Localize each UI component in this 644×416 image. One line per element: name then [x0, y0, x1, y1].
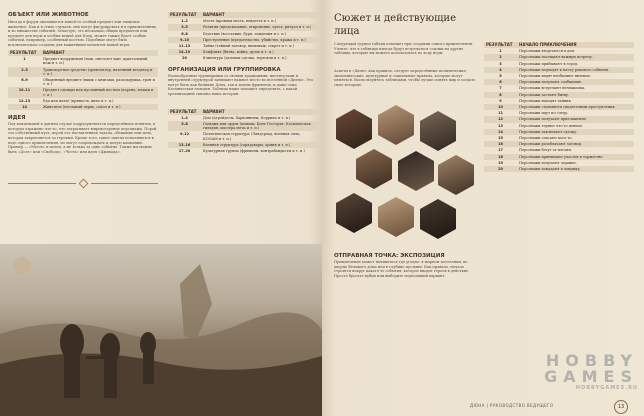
- portrait: [378, 105, 414, 145]
- table-cell: Персонажи прибывают в город.: [519, 61, 579, 66]
- table-cell: Персонажи посещают важную встречу.: [517, 54, 634, 60]
- table-cell: Религия (предсказание, откровение, ересь, ритуал и т. п.): [201, 24, 318, 30]
- table-cell: 16: [484, 141, 517, 147]
- object-table: [8, 50, 158, 110]
- table-cell: Персонажи заключают сделку.: [517, 129, 634, 135]
- idea-text: Под концепцией в данном случае подразумевается определённое понятие, в котором отражено что-то, что затрагивает мировоззрение персонажа. Порой это собственный путь, порой это поставленная задача, обещание или цель, которая закрепляется за героями. Кроме того, такие заветы исполняются в ходе одного приключения, но могут сопровождать и целую кампанию. Пример — «Месть» в целом, а не только за одно событие. Также им можно быть «Долг» или «Свобода», «Честь» или идея «Джихада».: [8, 122, 157, 154]
- table-cell: Персонажи принимают участие в торжестве.: [517, 154, 634, 160]
- running-title: ДЮНА | РУКОВОДСТВО ВЕДУЩЕГО: [470, 403, 554, 408]
- table-cell: Гильдия или орден (монахи, Бене Гессерит, Космическая гильдия, мастера меча и т. п.): [201, 121, 318, 131]
- table-cell: Животное (песчаный червь, сокол и т. п.): [41, 104, 158, 110]
- object-title: ОБЪЕКТ ИЛИ ЖИВОТНОЕ: [8, 12, 89, 18]
- table-cell: 7: [499, 86, 502, 91]
- idea-col-result: РЕЗУЛЬТАТ: [168, 12, 201, 18]
- table-cell: 15: [498, 136, 503, 141]
- table-cell: 6–9: [21, 78, 28, 83]
- table-cell: 19: [498, 160, 503, 165]
- table-cell: 6–8: [181, 31, 188, 36]
- table-cell: 11: [498, 111, 503, 116]
- table-cell: Дом (Атрейдесы, Харконнены, Коррино и т. п.): [203, 115, 291, 120]
- table-cell: 3–5: [168, 24, 201, 30]
- portrait: [438, 155, 474, 195]
- table-cell: 2–5: [8, 67, 41, 77]
- table-cell: Конфликт (битва, война, дуэль и т. п.): [201, 49, 318, 55]
- portrait: [336, 109, 372, 149]
- table-cell: Персонажи становятся свидетелями преступления.: [517, 104, 634, 110]
- org-table: [168, 109, 318, 155]
- adventure-col-variant: НАЧАЛО ПРИКЛЮЧЕНИЯ: [517, 42, 634, 48]
- ornament-divider: [8, 180, 158, 187]
- table-cell: 9–10: [168, 37, 201, 43]
- table-cell: Персонажи спасают кого-то.: [519, 136, 573, 141]
- table-cell: 4: [484, 67, 517, 73]
- plot-intro-2: Аскеты в «Дюне» как правило, следует определённые политические, экономические, культурные и социальные правила, которые могут меняться. Воспользуйтесь таблицами, чтобы лучше понять мир и создать свою историю.: [334, 69, 476, 87]
- table-cell: Персонажи подходят к месту рокового события.: [517, 67, 634, 73]
- table-cell: 5–8: [168, 121, 201, 131]
- table-cell: Персонажи вторгаются в дом.: [519, 49, 576, 54]
- table-cell: 17: [498, 148, 503, 153]
- idea-title: ИДЕЯ: [8, 115, 26, 122]
- table-cell: 5: [499, 74, 502, 79]
- table-cell: Персонажи встречают незнакомца.: [519, 86, 586, 91]
- object-col-variant: ВАРИАНТ: [41, 50, 158, 56]
- page-number: 13: [614, 400, 628, 414]
- table-cell: 13: [498, 123, 503, 128]
- table-cell: 1: [23, 57, 26, 62]
- table-cell: Клиентура (деловая сделка, торговля и т. п.): [203, 56, 287, 61]
- table-cell: 1–2: [181, 19, 188, 24]
- idea-col-variant: ВАРИАНТ: [201, 12, 318, 18]
- table-cell: 12: [484, 116, 517, 122]
- portrait: [398, 151, 434, 191]
- table-cell: 13–16: [168, 142, 201, 148]
- table-cell: Персонажи идут по следу.: [519, 111, 569, 116]
- table-cell: 1: [499, 49, 502, 54]
- table-cell: 3: [499, 61, 502, 66]
- table-cell: Обыденный предмет (ящик с книгами, раскладушка, трон и т. п.): [43, 78, 155, 87]
- table-cell: 14: [8, 104, 41, 110]
- table-cell: 11–13: [178, 44, 191, 49]
- portrait: [356, 149, 392, 189]
- table-cell: 12–13: [18, 98, 31, 103]
- adventure-section: [484, 42, 634, 172]
- table-cell: Персонажи видят необычное явление.: [519, 74, 591, 79]
- plot-intro-1: Следующая группа таблиц поможет при создании самого приключения. Учтите, что в таблицах иногда будут встречаться ссылки на другие таблицы, которые вы можете использовать по ходу игры.: [334, 42, 474, 56]
- adventure-col-result: РЕЗУЛЬТАТ: [484, 42, 517, 48]
- table-cell: Еда или питьё (пряность, вино и т. п.): [43, 98, 114, 103]
- table-cell: 20: [484, 166, 517, 172]
- table-cell: Персонажи получают приглашение.: [517, 116, 634, 122]
- table-cell: 8: [484, 92, 517, 98]
- table-cell: Предмет одежды или пустынный костюм (корона, плащи и т. п.): [41, 87, 158, 97]
- table-cell: 14–19: [168, 49, 201, 55]
- watermark-sub: HOBBYGAMES.RU: [575, 385, 638, 391]
- table-cell: 1–4: [181, 115, 188, 120]
- org-col-variant: ВАРИАНТ: [201, 109, 318, 115]
- battle-scene: [0, 244, 322, 416]
- table-cell: Персонажи застают битву.: [517, 92, 634, 98]
- table-cell: Персонажи находят тайник.: [519, 98, 572, 103]
- object-intro: Иногда в форум оказывается какой-то особый предмет или знаковое животное. Как и в стихе случаев, они могут фигурировать и в приключениях, и во множестве событий. Зачастую, это несколько общих предметов или предмет для игры и особых вещей для Клэр, может также будет особых событий, например, особенный костюм. Подобные могут быть исключительно созданы для важнейших моментов вашей игры.: [8, 20, 157, 47]
- plot-section: [334, 12, 476, 348]
- table-cell: 14: [484, 129, 517, 135]
- expo-title: ОТПРАВНАЯ ТОЧКА: ЭКСПОЗИЦИЯ: [334, 253, 445, 259]
- plot-title: Сюжет и действующие лица: [334, 13, 457, 37]
- characters-illustration: [334, 105, 476, 245]
- org-intro: Разнообразные группировки со своими традициями, институтами и внутренней структурой занимают важное место во вселенной «Дюны». Это могут быть как Великие Дома, так и кланы фрименов, и даже сама Космическая гильдия. Таблица ниже поможет определить, с какой организацией связана ваша история.: [168, 73, 314, 96]
- table-cell: Персонажи получают задание.: [519, 160, 577, 165]
- table-cell: Военная структура (сардаукары, армия и т. п.): [201, 142, 318, 148]
- table-cell: Персонажи бегут от погони.: [519, 148, 572, 153]
- table-cell: Транспортное средство (орнитоптер, наземный вездеход и т. п.): [41, 67, 158, 77]
- table-cell: Культурная группа (фримены, контрабандисты и т. п.): [203, 149, 305, 154]
- tables-column: [168, 12, 318, 154]
- idea-table: [168, 12, 318, 62]
- table-cell: 9: [499, 98, 502, 103]
- portrait: [378, 197, 414, 237]
- battle-illustration: [0, 244, 322, 416]
- org-col-result: РЕЗУЛЬТАТ: [168, 109, 201, 115]
- expo-text: Приключение может начинаться где угодно: в мирном поселении, во дворце Великого дома или в глубине пустыни. Как правило, начало строится вокруг какого-то события, которое вводит героев в действие. Просто бросьте кубик или выберите подходящий вариант.: [334, 260, 470, 278]
- adventure-table: [484, 42, 634, 172]
- object-col-result: РЕЗУЛЬТАТ: [8, 50, 41, 56]
- org-title: ОРГАНИЗАЦИЯ ИЛИ ГРУППИРОВКА: [168, 66, 281, 73]
- table-cell: 20: [182, 56, 187, 61]
- watermark-line1: HOBBY: [545, 351, 638, 370]
- table-cell: 2: [484, 54, 517, 60]
- watermark: [544, 353, 638, 391]
- table-cell: Преступление (предательство, убийство, кража и т. п.): [201, 37, 318, 43]
- table-cell: Бедствие (восстание, буря, эпидемия и т. п.): [203, 31, 287, 36]
- table-cell: Персонажи разоблачают заговор.: [517, 141, 634, 147]
- portrait: [336, 193, 372, 233]
- object-section: [8, 12, 158, 187]
- table-cell: Месть (кровная месть, вендетта и т. п.): [203, 19, 277, 24]
- table-cell: 6: [484, 79, 517, 85]
- table-cell: Персонажи получают сообщение.: [517, 79, 634, 85]
- table-cell: Персонажи попадают в ловушку.: [517, 166, 634, 172]
- table-cell: Предмет вооружения (нож, пистолет щит, кристальный нож и т. п.): [43, 57, 148, 66]
- portrait: [420, 199, 456, 239]
- table-cell: Персонажи теряют что-то ценное.: [519, 123, 584, 128]
- portrait: [420, 111, 456, 151]
- table-cell: 9–12: [179, 132, 190, 137]
- table-cell: Тайна (тайный заговор, шпионаж, секрет и т. п.): [203, 44, 294, 49]
- table-cell: 10–11: [8, 87, 41, 97]
- table-cell: 17–20: [178, 149, 191, 154]
- table-cell: 10: [484, 104, 517, 110]
- watermark-line2: GAMES: [544, 367, 638, 386]
- table-cell: Политическая структура (Ландсраад, военная сила, КООАМ и т. п.): [203, 132, 301, 141]
- table-cell: 18: [484, 154, 517, 160]
